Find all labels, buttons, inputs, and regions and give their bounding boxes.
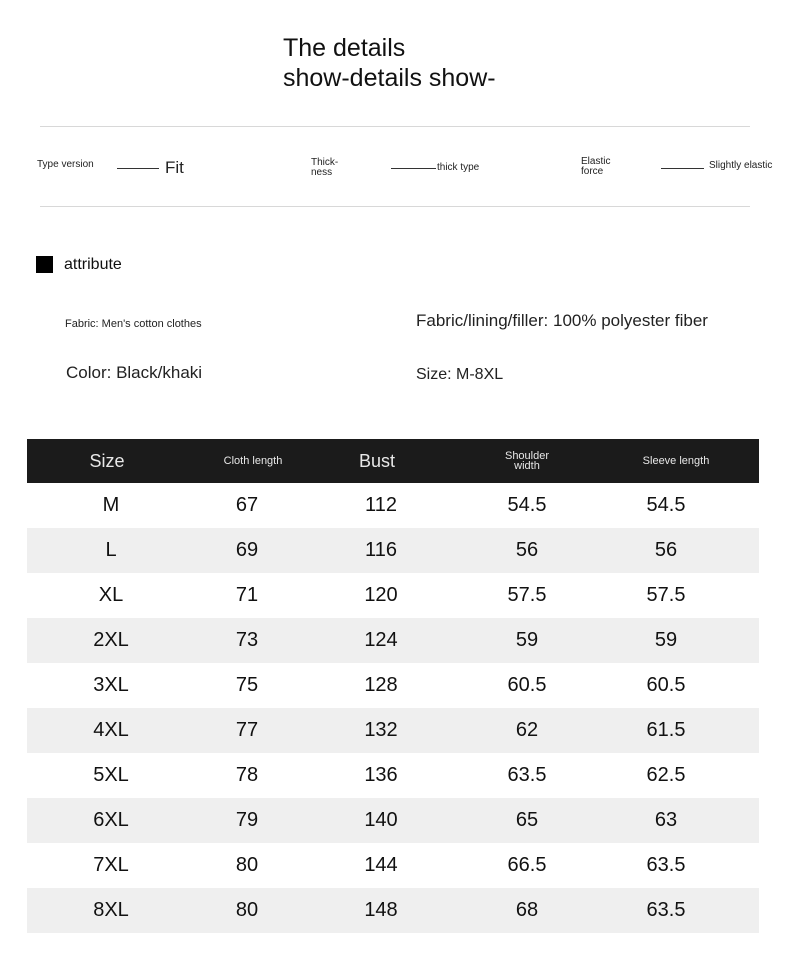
cell-cloth-length: 77 [235, 719, 259, 741]
cell-shoulder-width: 56 [515, 539, 539, 561]
cell-shoulder-width: 54.5 [507, 494, 547, 516]
cell-bust: 112 [365, 494, 397, 516]
cell-size: 6XL [93, 809, 129, 831]
cell-shoulder-width: 65 [515, 809, 539, 831]
divider-bottom [40, 206, 750, 207]
cell-bust: 120 [364, 584, 398, 606]
cell-sleeve-length: 61.5 [646, 719, 686, 741]
spec-type-value: Fit [165, 158, 184, 177]
table-row [27, 618, 759, 663]
header-sleeve-length: Sleeve length [642, 455, 710, 467]
cell-size: L [105, 539, 117, 561]
cell-sleeve-length: 59 [654, 629, 678, 651]
cell-sleeve-length: 63.5 [646, 854, 686, 876]
header-bust: Bust [358, 450, 396, 471]
cell-size: M [102, 494, 120, 516]
table-row [27, 708, 759, 753]
cell-bust: 124 [364, 629, 398, 651]
table-row [27, 798, 759, 843]
attribute-color: Color: Black/khaki [66, 363, 203, 382]
cell-cloth-length: 80 [235, 854, 259, 876]
cell-bust: 116 [365, 539, 397, 561]
cell-shoulder-width: 68 [515, 899, 539, 921]
size-table [27, 439, 759, 933]
cell-shoulder-width: 57.5 [507, 584, 547, 606]
spec-thickness-line [391, 168, 436, 169]
page-title [283, 33, 496, 93]
cell-cloth-length: 79 [235, 809, 259, 831]
table-row [27, 528, 759, 573]
table-row [27, 843, 759, 888]
cell-cloth-length: 69 [235, 539, 259, 561]
cell-cloth-length: 80 [235, 899, 259, 921]
cell-bust: 144 [364, 854, 398, 876]
attribute-lining: Fabric/lining/filler: 100% polyester fiber [416, 311, 708, 330]
cell-bust: 132 [364, 719, 398, 741]
cell-bust: 136 [364, 764, 398, 786]
cell-shoulder-width: 62 [515, 719, 539, 741]
attribute-size: Size: M-8XL [416, 366, 504, 383]
cell-sleeve-length: 63 [654, 809, 678, 831]
spec-elastic-line [661, 168, 704, 169]
cell-size: 8XL [93, 899, 129, 921]
spec-elastic-label-line1: Elastic [581, 156, 611, 167]
title-line-1: The details [283, 34, 406, 62]
cell-size: 3XL [93, 674, 129, 696]
cell-cloth-length: 71 [235, 584, 259, 606]
spec-elastic-value: Slightly elastic [709, 160, 773, 171]
cell-shoulder-width: 66.5 [507, 854, 547, 876]
header-shoulder-width [505, 439, 549, 483]
cell-shoulder-width: 63.5 [507, 764, 547, 786]
cell-sleeve-length: 54.5 [646, 494, 686, 516]
spec-elastic-label [581, 157, 610, 177]
spec-thickness-label-line2: ness [311, 167, 333, 178]
header-size: Size [89, 450, 125, 471]
cell-cloth-length: 75 [235, 674, 259, 696]
cell-cloth-length: 78 [235, 764, 259, 786]
header-shoulder-line2: width [514, 460, 540, 472]
table-row [27, 888, 759, 933]
cell-size: 4XL [93, 719, 129, 741]
cell-sleeve-length: 63.5 [646, 899, 686, 921]
spec-thickness-value: thick type [437, 162, 480, 173]
cell-size: 7XL [93, 854, 129, 876]
table-header [27, 439, 759, 483]
cell-cloth-length: 67 [235, 494, 259, 516]
header-shoulder-line1: Shoulder [504, 450, 550, 462]
cell-bust: 128 [364, 674, 398, 696]
cell-sleeve-length: 60.5 [646, 674, 686, 696]
cell-bust: 148 [364, 899, 398, 921]
attribute-square-icon [36, 256, 53, 273]
title-line-2: show-details show- [283, 64, 496, 92]
cell-sleeve-length: 62.5 [646, 764, 686, 786]
cell-size: XL [98, 584, 124, 606]
divider-top [40, 126, 750, 127]
cell-bust: 140 [364, 809, 398, 831]
cell-cloth-length: 73 [235, 629, 259, 651]
table-row [27, 663, 759, 708]
table-body [27, 483, 759, 933]
cell-shoulder-width: 59 [515, 629, 539, 651]
cell-sleeve-length: 56 [654, 539, 678, 561]
header-cloth-length: Cloth length [223, 455, 283, 467]
cell-size: 2XL [93, 629, 129, 651]
spec-thickness-label-line1: Thick- [311, 157, 339, 168]
cell-sleeve-length: 57.5 [646, 584, 686, 606]
spec-thickness-label [311, 158, 338, 178]
table-row [27, 573, 759, 618]
attribute-heading: attribute [64, 256, 122, 273]
cell-size: 5XL [93, 764, 129, 786]
table-row [27, 753, 759, 798]
spec-elastic-label-line2: force [581, 166, 604, 177]
attribute-fabric: Fabric: Men's cotton clothes [65, 318, 202, 330]
cell-shoulder-width: 60.5 [507, 674, 547, 696]
spec-type-line [117, 168, 159, 169]
spec-type-label: Type version [37, 159, 94, 170]
table-row [27, 483, 759, 528]
